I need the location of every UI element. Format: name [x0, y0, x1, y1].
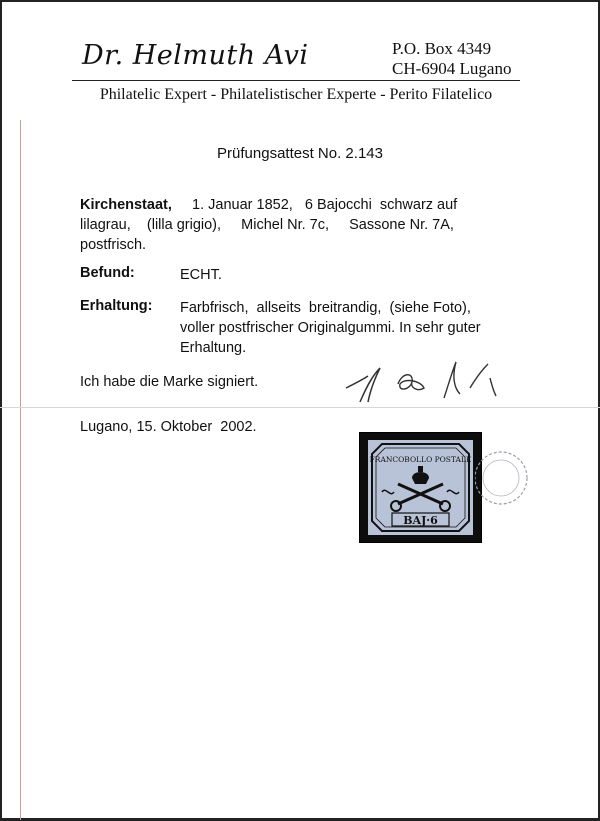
- page-border-top: [0, 0, 600, 2]
- stamp-design: [368, 440, 473, 535]
- expert-tagline: Philatelic Expert - Philatelistischer Experte - Perito Filatelico: [99, 86, 493, 103]
- description-line-3: postfrisch.: [80, 237, 147, 253]
- signed-statement: Ich habe die Marke signiert.: [80, 374, 259, 390]
- description-line-2: lilagrau, (lilla grigio), Michel Nr. 7c, Sassone Nr. 7A,: [80, 217, 454, 233]
- stamp-value-label: BAJ·6: [403, 514, 438, 527]
- erhaltung-label: Erhaltung:: [80, 298, 153, 314]
- handwritten-signature: [340, 358, 520, 410]
- header-rule: [72, 80, 520, 81]
- expert-address: [392, 39, 511, 79]
- description-text-1: 1. Januar 1852, 6 Bajocchi schwarz auf: [192, 197, 458, 213]
- erhaltung-line-1: Farbfrisch, allseits breitrandig, (siehe Foto),: [180, 300, 471, 316]
- erhaltung-line-3: Erhaltung.: [180, 340, 247, 356]
- stamp-top-inscription: FRANCOBOLLO POSTALE: [369, 455, 472, 464]
- stamp-photo: [359, 432, 482, 543]
- erhaltung-line-2: voller postfrischer Originalgummi. In sehr guter: [180, 320, 481, 336]
- margin-rule: [20, 120, 21, 820]
- stamp-paper: [368, 440, 473, 535]
- expert-handstamp: [475, 440, 535, 520]
- befund-label: Befund:: [80, 265, 135, 281]
- address-line-1: P.O. Box 4349: [392, 39, 492, 58]
- expert-name: Dr. Helmuth Avi: [82, 40, 309, 71]
- description-line-1: [80, 195, 525, 215]
- befund-value: ECHT.: [180, 267, 222, 283]
- certificate-title: Prüfungsattest No. 2.143: [217, 145, 383, 162]
- page-border-left: [0, 0, 2, 821]
- place-and-date: Lugano, 15. Oktober 2002.: [80, 419, 257, 435]
- address-line-2: CH-6904 Lugano: [392, 59, 512, 78]
- subject-name: Kirchenstaat,: [80, 197, 172, 213]
